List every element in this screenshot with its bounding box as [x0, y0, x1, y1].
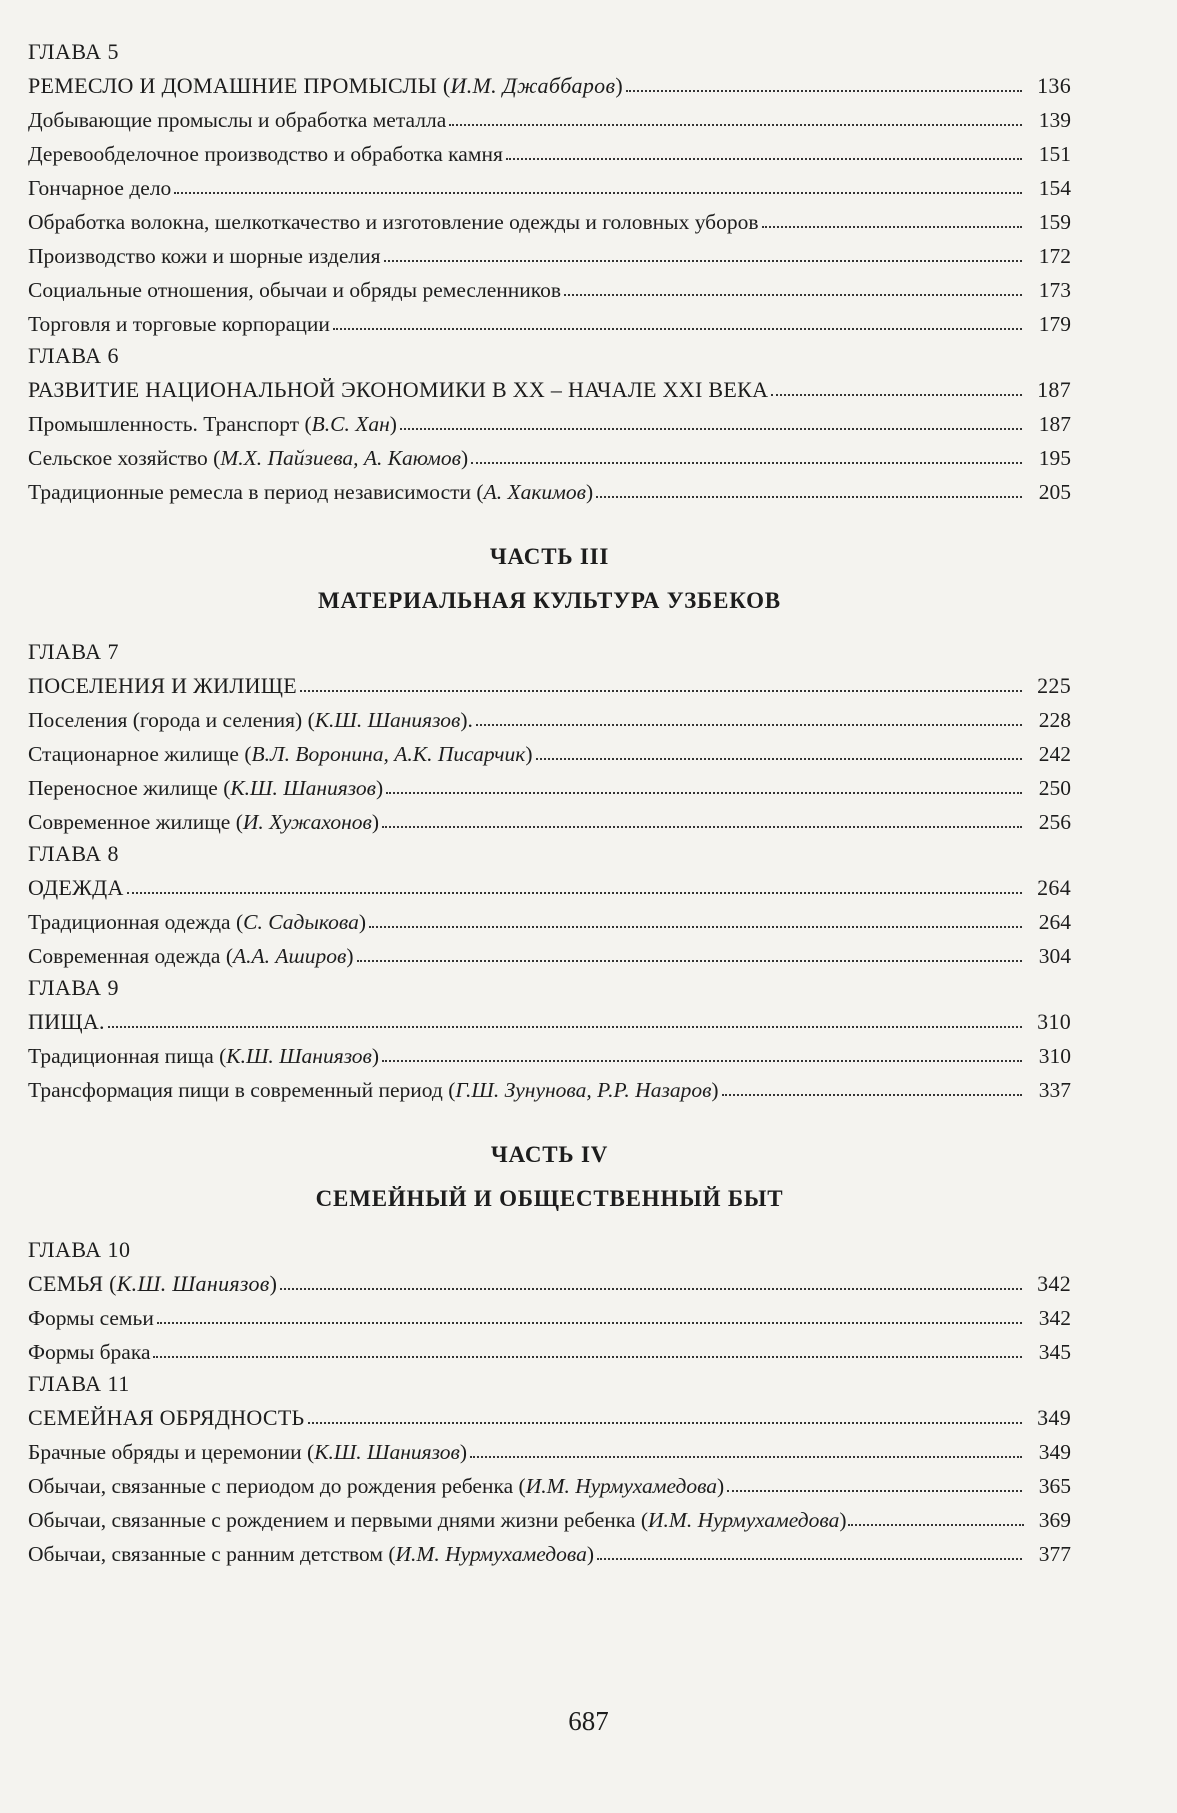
dot-leader: [333, 328, 1022, 330]
dot-leader: [564, 294, 1022, 296]
entry-title: Поселения (города и селения) (К.Ш. Шаниязов).: [28, 708, 473, 732]
toc-entry: [28, 100, 1071, 134]
entry-title-text: Деревообделочное производство и обработка камня: [28, 142, 503, 166]
entry-page: 349: [1038, 1440, 1071, 1464]
entry-page: 228: [1038, 708, 1071, 732]
chapter-title-row: [28, 1002, 1071, 1036]
chapter-title-row: [28, 666, 1071, 700]
toc-entry: [28, 902, 1071, 936]
entry-page: 151: [1038, 142, 1071, 166]
dot-leader: [300, 690, 1022, 692]
entry-page: 337: [1038, 1078, 1071, 1102]
dot-leader: [626, 90, 1022, 92]
dot-leader: [771, 394, 1022, 396]
dot-leader: [153, 1356, 1022, 1358]
chapter-label: ГЛАВА 6: [28, 343, 120, 368]
entry-title: Брачные обряды и церемонии (К.Ш. Шаниязов): [28, 1440, 467, 1464]
dot-leader: [382, 1060, 1022, 1062]
dot-leader: [384, 260, 1023, 262]
toc-section: [28, 342, 1071, 506]
toc-section: [28, 1370, 1071, 1568]
entry-title-text: Традиционная пища: [28, 1044, 214, 1068]
dot-leader: [386, 792, 1022, 794]
toc-entry: [28, 134, 1071, 168]
entry-title-text: Гончарное дело: [28, 176, 172, 200]
entry-title: [28, 1338, 150, 1366]
entry-author: Г.Ш. Зунунова, Р.Р. Назаров: [455, 1078, 712, 1102]
entry-author: К.Ш. Шаниязов: [116, 1271, 270, 1296]
entry-title: Традиционная одежда (С. Садыкова): [28, 910, 367, 934]
dot-leader: [308, 1422, 1023, 1424]
dot-leader: [722, 1094, 1022, 1096]
entry-title: Сельское хозяйство (М.Х. Пайзиева, А. Каюмов): [28, 446, 469, 470]
entry-title-text: ОДЕЖДА: [28, 875, 124, 900]
entry-title-text: СЕМЕЙНАЯ ОБРЯДНОСТЬ: [28, 1405, 305, 1430]
entry-page: 310: [1037, 1009, 1071, 1034]
entry-author: И.М. Нурмухамедова: [395, 1542, 587, 1566]
entry-title: [28, 874, 124, 902]
part-title: МАТЕРИАЛЬНАЯ КУЛЬТУРА УЗБЕКОВ: [318, 588, 781, 613]
entry-page: 342: [1038, 1306, 1071, 1330]
entry-title: Стационарное жилище (В.Л. Воронина, А.К. Писарчик): [28, 742, 533, 766]
entry-author: А. Хакимов: [483, 480, 586, 504]
entry-title-text: Обычаи, связанные с ранним детством: [28, 1542, 383, 1566]
dot-leader: [536, 758, 1022, 760]
entry-title: СЕМЬЯ (К.Ш. Шаниязов): [28, 1271, 278, 1296]
entry-title: [28, 1404, 305, 1432]
dot-leader: [476, 724, 1022, 726]
entry-page: 250: [1038, 776, 1071, 800]
entry-page: 187: [1037, 377, 1071, 402]
entry-author: И.М. Нурмухамедова: [525, 1474, 718, 1498]
chapter-title-row: [28, 868, 1071, 902]
entry-title-text: Современная одежда: [28, 944, 221, 968]
toc-entry: [28, 1466, 1071, 1500]
entry-title-text: Обычаи, связанные с периодом до рождения ребенка: [28, 1474, 514, 1498]
dot-leader: [471, 462, 1022, 464]
entry-title: [28, 1008, 105, 1036]
dot-leader: [157, 1322, 1022, 1324]
dot-leader: [596, 496, 1022, 498]
chapter-title-row: [28, 370, 1071, 404]
entry-author: В.Л. Воронина, А.К. Писарчик: [251, 742, 526, 766]
entry-title-text: Традиционные ремесла в период независимости: [28, 480, 472, 504]
toc-entry: [28, 236, 1071, 270]
entry-title: Современное жилище (И. Хужахонов): [28, 810, 380, 834]
chapter-label: ГЛАВА 5: [28, 39, 120, 64]
entry-author: А.А. Аширов: [233, 944, 347, 968]
toc-entry: [28, 1298, 1071, 1332]
entry-title-text: Формы брака: [28, 1340, 151, 1364]
page-number: 687: [568, 1706, 609, 1736]
entry-page: 242: [1038, 742, 1071, 766]
chapter-title-row: [28, 66, 1071, 100]
entry-title: [28, 242, 381, 270]
entry-title-text: Традиционная одежда: [28, 910, 231, 934]
entry-page: 342: [1037, 1271, 1071, 1296]
entry-page: 136: [1037, 73, 1071, 98]
toc-entry: [28, 404, 1071, 438]
entry-page: 172: [1038, 244, 1071, 268]
entry-author: В.С. Хан: [311, 412, 390, 436]
entry-title-text: Формы семьи: [28, 1306, 154, 1330]
entry-title-text: РАЗВИТИЕ НАЦИОНАЛЬНОЙ ЭКОНОМИКИ В XX – НАЧАЛЕ XXI ВЕКА: [28, 377, 769, 402]
toc-entry: [28, 768, 1071, 802]
entry-title: Обычаи, связанные с периодом до рождения ребенка (И.М. Нурмухамедова): [28, 1474, 725, 1498]
entry-title: Трансформация пищи в современный период (Г.Ш. Зунунова, Р.Р. Назаров): [28, 1078, 719, 1102]
part-label: ЧАСТЬ IV: [490, 1142, 609, 1167]
chapter-label: ГЛАВА 10: [28, 1237, 131, 1262]
entry-title: Обычаи, связанные с рождением и первыми днями жизни ребенка (И.М. Нурмухамедова): [28, 1508, 847, 1532]
entry-title-text: Обычаи, связанные с рождением и первыми днями жизни ребенка: [28, 1508, 636, 1532]
toc-entry: [28, 802, 1071, 836]
entry-title-text: Современное жилище: [28, 810, 231, 834]
entry-title: Традиционные ремесла в период независимости (А. Хакимов): [28, 480, 594, 504]
toc-entry: [28, 1036, 1071, 1070]
entry-title-text: Промышленность. Транспорт: [28, 412, 300, 436]
chapter-label: ГЛАВА 9: [28, 975, 120, 1000]
entry-page: 173: [1038, 278, 1071, 302]
chapter-title-row: [28, 1398, 1071, 1432]
entry-title: Традиционная пища (К.Ш. Шаниязов): [28, 1044, 380, 1068]
entry-author: И.М. Нурмухамедова: [648, 1508, 840, 1532]
entry-title-text: РЕМЕСЛО И ДОМАШНИЕ ПРОМЫСЛЫ: [28, 73, 438, 98]
entry-author: К.Ш. Шаниязов: [230, 776, 376, 800]
dot-leader: [174, 192, 1022, 194]
dot-leader: [108, 1026, 1022, 1028]
chapter-title-row: [28, 1264, 1071, 1298]
entry-title: [28, 208, 759, 236]
entry-title-text: Обработка волокна, шелкоткачество и изготовление одежды и головных уборов: [28, 210, 759, 234]
entry-author: К.Ш. Шаниязов: [314, 1440, 460, 1464]
entry-title-text: Переносное жилище: [28, 776, 218, 800]
entry-title-text: ПИЩА.: [28, 1009, 105, 1034]
entry-page: 310: [1038, 1044, 1071, 1068]
entry-title-text: СЕМЬЯ: [28, 1271, 104, 1296]
dot-leader: [280, 1288, 1022, 1290]
entry-title: Современная одежда (А.А. Аширов): [28, 944, 354, 968]
dot-leader: [762, 226, 1022, 228]
part-title: СЕМЕЙНЫЙ И ОБЩЕСТВЕННЫЙ БЫТ: [315, 1186, 784, 1211]
entry-author: И.М. Джаббаров: [450, 73, 616, 98]
entry-author: К.Ш. Шаниязов: [314, 708, 461, 732]
entry-title: Переносное жилище (К.Ш. Шаниязов): [28, 776, 384, 800]
toc-entry: [28, 1534, 1071, 1568]
entry-title: [28, 1304, 154, 1332]
entry-page: 264: [1037, 875, 1071, 900]
dot-leader: [506, 158, 1022, 160]
dot-leader: [727, 1490, 1022, 1492]
toc-section: [28, 1140, 1071, 1366]
entry-title-text: ПОСЕЛЕНИЯ И ЖИЛИЩЕ: [28, 673, 298, 698]
entry-page: 369: [1038, 1508, 1071, 1532]
entry-title: [28, 672, 297, 700]
toc-entry: [28, 1332, 1071, 1366]
entry-title-text: Стационарное жилище: [28, 742, 239, 766]
entry-title-text: Трансформация пищи в современный период: [28, 1078, 443, 1102]
dot-leader: [597, 1558, 1022, 1560]
dot-leader: [400, 428, 1022, 430]
chapter-label: ГЛАВА 8: [28, 841, 120, 866]
entry-title-text: Сельское хозяйство: [28, 446, 208, 470]
dot-leader: [382, 826, 1022, 828]
entry-title: [28, 140, 503, 168]
dot-leader: [369, 926, 1022, 928]
toc-section: [28, 974, 1071, 1104]
toc-entry: [28, 202, 1071, 236]
dot-leader: [470, 1456, 1022, 1458]
entry-title: [28, 310, 330, 338]
entry-suffix: .: [467, 708, 473, 732]
dot-leader: [848, 1524, 1024, 1526]
entry-author: М.Х. Пайзиева, А. Каюмов: [220, 446, 461, 470]
entry-author: К.Ш. Шаниязов: [226, 1044, 372, 1068]
toc-entry: [28, 270, 1071, 304]
entry-page: 349: [1037, 1405, 1071, 1430]
entry-page: 159: [1038, 210, 1071, 234]
entry-title: [28, 174, 171, 202]
entry-page: 179: [1038, 312, 1071, 336]
toc-entry: [28, 700, 1071, 734]
entry-title: Обычаи, связанные с ранним детством (И.М. Нурмухамедова): [28, 1542, 595, 1566]
toc-entry: [28, 304, 1071, 338]
entry-author: И. Хужахонов: [242, 810, 372, 834]
entry-title-text: Брачные обряды и церемонии: [28, 1440, 302, 1464]
entry-page: 187: [1038, 412, 1071, 436]
entry-title-text: Поселения (города и селения): [28, 708, 303, 732]
toc-entry: [28, 438, 1071, 472]
toc-section: [28, 542, 1071, 836]
entry-author: С. Садыкова: [243, 910, 359, 934]
entry-title: Промышленность. Транспорт (В.С. Хан): [28, 412, 397, 436]
entry-page: 205: [1038, 480, 1071, 504]
toc-entry: [28, 472, 1071, 506]
entry-title-text: Добывающие промыслы и обработка металла: [28, 108, 447, 132]
toc-entry: [28, 168, 1071, 202]
entry-title-text: Социальные отношения, обычаи и обряды ремесленников: [28, 278, 562, 302]
toc-entry: [28, 1432, 1071, 1466]
dot-leader: [357, 960, 1022, 962]
entry-title: РЕМЕСЛО И ДОМАШНИЕ ПРОМЫСЛЫ (И.М. Джаббаров): [28, 73, 623, 98]
toc-entry: [28, 1070, 1071, 1104]
toc-entry: [28, 936, 1071, 970]
entry-title-text: Производство кожи и шорные изделия: [28, 244, 381, 268]
part-label: ЧАСТЬ III: [489, 544, 610, 569]
toc-entry: [28, 734, 1071, 768]
entry-page: 256: [1038, 810, 1071, 834]
table-of-contents: [28, 38, 1071, 1568]
toc-section: [28, 840, 1071, 970]
entry-page: 345: [1038, 1340, 1071, 1364]
entry-page: 377: [1038, 1542, 1071, 1566]
entry-page: 225: [1037, 673, 1071, 698]
entry-page: 195: [1038, 446, 1071, 470]
entry-title-text: Торговля и торговые корпорации: [28, 312, 330, 336]
entry-page: 154: [1038, 176, 1071, 200]
entry-title: [28, 106, 446, 134]
entry-title: [28, 376, 768, 404]
toc-entry: [28, 1500, 1071, 1534]
dot-leader: [449, 124, 1022, 126]
entry-title: [28, 276, 561, 304]
entry-page: 304: [1038, 944, 1071, 968]
chapter-label: ГЛАВА 11: [28, 1371, 130, 1396]
entry-page: 264: [1038, 910, 1071, 934]
chapter-label: ГЛАВА 7: [28, 639, 120, 664]
entry-page: 139: [1038, 108, 1071, 132]
dot-leader: [127, 892, 1022, 894]
entry-page: 365: [1038, 1474, 1071, 1498]
toc-section: [28, 38, 1071, 338]
